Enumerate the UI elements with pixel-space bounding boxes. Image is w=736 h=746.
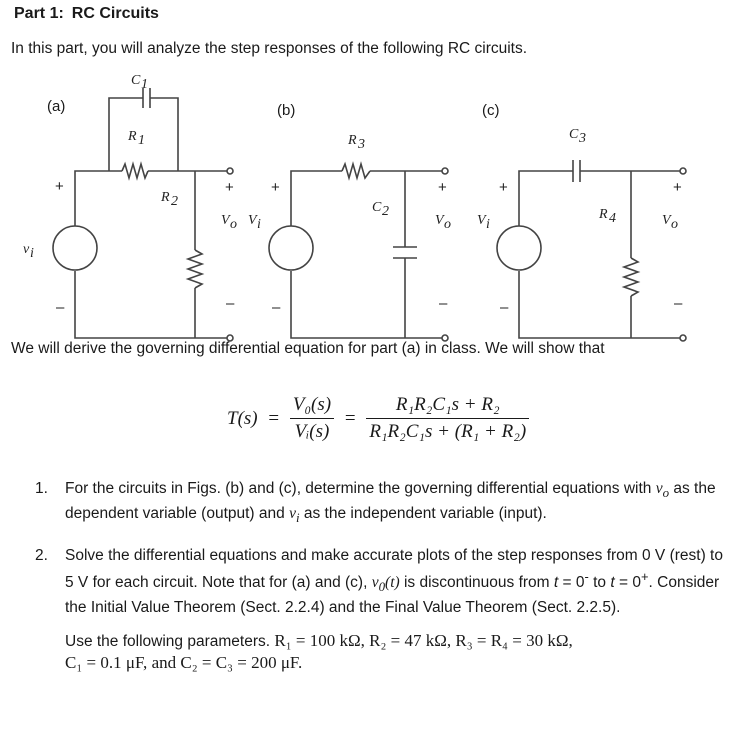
math-sub: i [295,510,300,526]
equation-equals-1: = [268,407,280,429]
label-r2-sub: 2 [171,194,178,209]
text-run: as the dependent variable (output) and [65,480,716,523]
math-v0t [371,574,400,595]
signal-vo-a-sub: o [230,217,237,232]
math-sub: o [662,485,670,501]
minus-c-source: – [500,299,509,316]
ratio-denominator: Vᵢ(s) [294,421,330,442]
equation-equals-2: = [344,407,356,429]
task-list [35,478,725,691]
label-r3: R [348,133,357,148]
plus-c-source: + [499,179,508,196]
text-run: = 0 [558,574,585,592]
minus-a-source: – [56,299,65,316]
params-lead: Use the following parameters. [65,633,275,651]
label-c2-sub: 2 [382,204,389,219]
minus-b-out: – [439,295,448,312]
text-run: = 0 [614,574,641,592]
voltage-ratio-fraction [290,394,334,443]
label-a: (a) [47,98,66,115]
parameters-paragraph [65,630,725,674]
part-label: Part 1: [14,5,64,22]
math-var: v [289,505,296,523]
list-item [35,478,725,528]
part-topic: RC Circuits [71,5,159,22]
label-b: (b) [277,102,296,119]
page-title [14,5,159,23]
list-item [35,545,725,674]
item-text [65,478,725,528]
math-arg: (t) [385,574,400,592]
param-r1: R₁ = 100 kΩ, [274,631,370,651]
math-t: t [610,574,615,592]
label-r4-sub: 4 [609,211,616,226]
signal-vo-b: V [435,213,444,228]
signal-vo-a: V [221,213,230,228]
transfer-function-equation [227,394,529,443]
label-r4: R [599,207,608,222]
minus-b-source: – [272,299,281,316]
signal-vi-a: v [23,242,30,257]
ratio-numerator: V₀(s) [290,394,334,419]
circuit-b-wires [269,164,448,341]
plus-b-out: + [438,179,447,196]
signal-vo-c: V [662,213,671,228]
label-c2: C [372,200,382,215]
math-var: v [371,574,379,592]
param-c2-c3: C₂ = C₃ = 200 μF. [180,653,303,673]
rc-numerator: R₁R₂C₁s + R₂ [366,394,529,419]
superscript-minus: - [584,569,589,585]
plus-b-source: + [271,179,280,196]
math-var: v [655,480,663,497]
signal-vi-a-sub: i [30,246,34,261]
text-run: For the circuits in Figs. (b) and (c), determine the governing differential equations with [65,480,656,497]
math-t: t [553,574,559,592]
label-r2: R [161,190,170,205]
minus-c-out: – [674,295,683,312]
plus-a-out: + [225,179,234,196]
label-r1-sub: 1 [138,133,145,148]
circuit-c-wires [497,160,686,341]
param-and: and [151,653,181,673]
label-r3-sub: 3 [358,137,365,152]
signal-vi-b: V [248,213,257,228]
label-c3-sub: 3 [579,131,586,146]
signal-vi-b-sub: i [257,217,261,232]
signal-vi-c: V [477,213,486,228]
math-sub: 0 [378,579,386,595]
text-run: . Consider the Initial Value Theorem (Sect. 2.2.4) and the Final Value Theorem (Sect. 2.2.5). [65,574,720,617]
label-c1-sub: 1 [141,77,148,92]
label-c3: C [569,127,579,142]
circuit-a-wires [53,88,233,341]
param-c1: C₁ = 0.1 μF, [65,653,152,673]
label-c: (c) [482,102,500,119]
text-run: is discontinuous from [399,574,554,592]
text-run: to [588,574,611,592]
derive-paragraph: We will derive the governing differential equation for part (a) in class. We will show that [11,340,605,357]
signal-vo-c-sub: o [671,217,678,232]
plus-a-source: + [55,178,64,195]
signal-vo-b-sub: o [444,217,451,232]
param-r3-r4: R₃ = R₄ = 30 kΩ, [455,631,573,651]
math-vi [289,505,300,526]
rc-denominator: R₁R₂C₁s + (R₁ + R₂) [369,421,527,442]
label-c1: C [131,73,141,88]
text-run: as the independent variable (input). [299,505,547,523]
equation-lhs: T(s) [227,407,258,429]
minus-a-out: – [226,295,235,312]
item-number: 1. [35,480,48,497]
text-run: Solve the differential equations and make accurate plots of the step responses from 0 V (rest) to 5 V for each circuit. Note that for (a) and (c), [65,547,723,592]
rc-fraction [366,394,529,443]
math-vo [655,480,670,501]
item-number: 2. [35,547,48,565]
superscript-plus: + [640,569,649,585]
rc-circuits-figure [0,68,736,316]
signal-vi-c-sub: i [486,217,490,232]
label-r1: R [128,129,137,144]
param-r2: R₂ = 47 kΩ, [369,631,456,651]
intro-paragraph: In this part, you will analyze the step responses of the following RC circuits. [11,40,528,57]
plus-c-out: + [673,179,682,196]
item-text [65,545,725,674]
